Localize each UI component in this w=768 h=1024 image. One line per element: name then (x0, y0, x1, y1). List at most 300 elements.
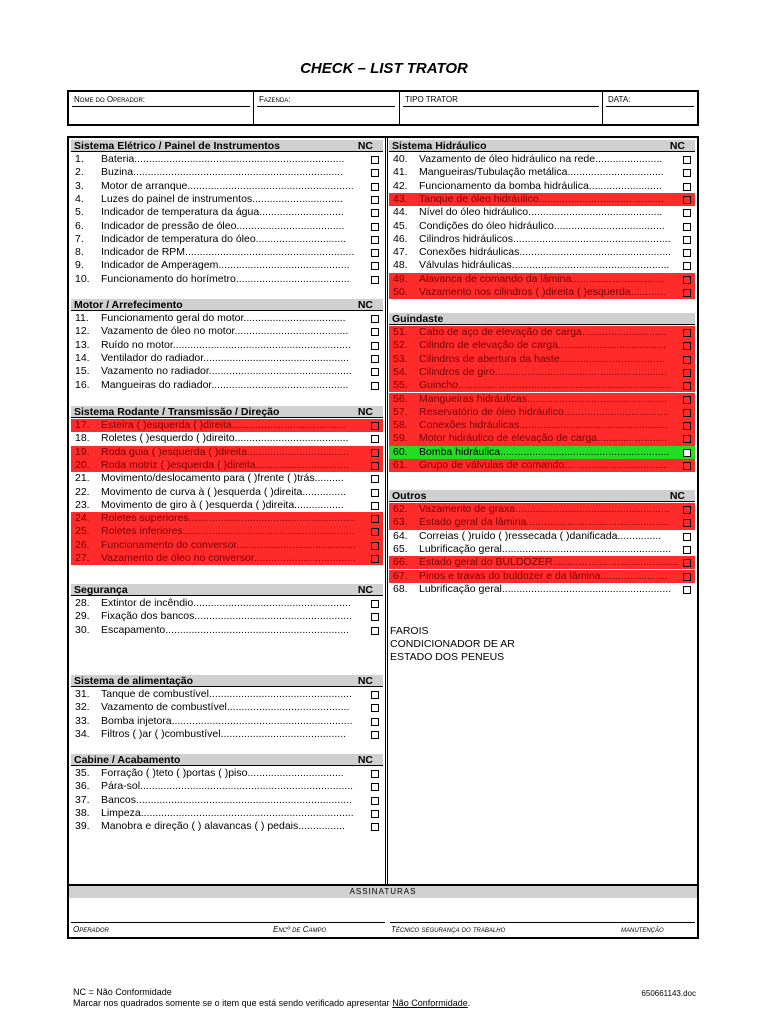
nc-checkbox[interactable] (371, 770, 379, 778)
nc-checkbox[interactable] (371, 810, 379, 818)
item-label: Mangueiras hidráulicas................................................ (419, 392, 668, 405)
item-label: Vazamento de combustível.......................................... (101, 701, 350, 714)
nc-checkbox[interactable] (683, 382, 691, 390)
section-header (389, 313, 695, 325)
checklist-item (389, 406, 695, 419)
item-label: Estado geral do BULDOZER........................................... (419, 556, 679, 569)
nc-checkbox[interactable] (683, 559, 691, 567)
item-number: 62. (393, 503, 408, 515)
item-label: Lubrificação geral.......................................................... (419, 582, 672, 595)
nc-checkbox[interactable] (683, 462, 691, 470)
section-title: Sistema de alimentação (74, 675, 194, 687)
item-number: 61. (393, 459, 408, 471)
item-label: Pára-sol......................................................................... (101, 780, 354, 793)
nc-column-label: NC (357, 675, 373, 687)
item-number: 38. (75, 806, 90, 819)
item-number: 35. (75, 767, 90, 779)
nc-checkbox[interactable] (683, 546, 691, 554)
checklist-item (71, 624, 383, 637)
item-label: Tanque de óleo hidráulico........................................... (419, 192, 665, 205)
item-label: Válvulas hidráulicas...................................................... (419, 259, 670, 272)
item-label: Conexões hidráulicas................................................... (419, 419, 669, 432)
item-number: 49. (393, 272, 408, 285)
item-number: 3. (75, 179, 84, 192)
checklist-item (71, 220, 383, 233)
item-number: 6. (75, 219, 84, 232)
checklist-item (71, 472, 383, 485)
checklist-item (71, 259, 383, 272)
checklist-item (389, 419, 695, 432)
nc-checkbox[interactable] (371, 315, 379, 323)
checklist-item (389, 556, 695, 569)
item-label: Nível do óleo hidráulico.............................................. (419, 206, 663, 219)
item-number: 14. (75, 351, 90, 364)
nc-checkbox[interactable] (371, 718, 379, 726)
item-number: 22. (75, 485, 90, 498)
nc-checkbox[interactable] (371, 489, 379, 497)
checklist-item (71, 525, 383, 538)
field-manager-signature-label: Encº de Campo (273, 925, 327, 934)
nc-checkbox[interactable] (371, 435, 379, 443)
section-header (71, 754, 383, 766)
item-label: Correias ( )ruído ( )ressecada ( )danificada............... (419, 529, 662, 542)
item-number: 9. (75, 259, 84, 272)
checklist-item (389, 339, 695, 352)
item-number: 5. (75, 206, 84, 219)
nc-checkbox[interactable] (371, 169, 379, 177)
item-number: 60. (393, 445, 408, 458)
item-number: 24. (75, 512, 90, 525)
nc-checkbox[interactable] (371, 223, 379, 231)
checklist-item (389, 459, 695, 472)
item-number: 42. (393, 179, 408, 192)
nc-checkbox[interactable] (371, 613, 379, 621)
checklist-item (389, 543, 695, 556)
checklist-item (71, 166, 383, 179)
nc-checkbox[interactable] (683, 223, 691, 231)
checklist-item (389, 503, 695, 516)
item-number: 43. (393, 192, 408, 205)
nc-checkbox[interactable] (683, 409, 691, 417)
checklist-item (389, 583, 695, 596)
checklist-item (71, 325, 383, 338)
item-number: 13. (75, 338, 90, 351)
checklist-item (71, 728, 383, 741)
extra-item: FAROIS (390, 625, 429, 637)
checklist-item (71, 365, 383, 378)
item-label: Conexões hidráulicas.................................................... (419, 246, 672, 259)
nc-checkbox[interactable] (371, 502, 379, 510)
nc-checkbox[interactable] (683, 183, 691, 191)
nc-checkbox[interactable] (683, 276, 691, 284)
item-label: Roda guia ( )esquerda ( )direita................................... (101, 445, 350, 458)
item-number: 46. (393, 232, 408, 245)
checklist-item (71, 459, 383, 472)
checklist-item (389, 166, 695, 179)
item-number: 36. (75, 780, 90, 793)
checklist-item (389, 220, 695, 233)
item-label: Vazamento de óleo hidráulico na rede....................... (419, 153, 663, 165)
nc-checkbox[interactable] (683, 506, 691, 514)
item-number: 56. (393, 392, 408, 405)
item-number: 33. (75, 714, 90, 727)
item-number: 29. (75, 610, 90, 623)
checklist-item (389, 570, 695, 583)
checklist-item (71, 807, 383, 820)
section-title: Guindaste (392, 313, 444, 325)
item-number: 39. (75, 820, 90, 833)
item-number: 16. (75, 378, 90, 391)
checklist-item (389, 153, 695, 166)
item-label: Estado geral da lâmina................................................. (419, 516, 670, 529)
item-label: Roletes superiores......................................................... (101, 512, 355, 525)
nc-checkbox[interactable] (683, 449, 691, 457)
checklist-item (71, 432, 383, 445)
item-label: Motor hidráulico de elevação de carga........................ (419, 432, 668, 445)
checklist-item (71, 499, 383, 512)
checklist-item (71, 233, 383, 246)
item-number: 54. (393, 365, 408, 378)
nc-checkbox[interactable] (371, 542, 379, 550)
nc-column-label: NC (669, 490, 685, 502)
checklist-item (71, 206, 383, 219)
item-label: Bateria........................................................................ (101, 153, 345, 165)
item-label: Vazamento de óleo no conversor................................... (101, 552, 356, 564)
item-label: Bomba injetora.............................................................. (101, 714, 353, 727)
checklist-item (389, 432, 695, 445)
item-number: 52. (393, 339, 408, 352)
nc-checkbox[interactable] (683, 533, 691, 541)
checklist-item (71, 193, 383, 206)
nc-checkbox[interactable] (371, 797, 379, 805)
item-label: Roletes ( )esquerdo ( )direito....................................... (101, 432, 349, 445)
checklist-item (389, 393, 695, 406)
item-label: Funcionamento do conversor......................................... (101, 538, 357, 551)
item-number: 23. (75, 498, 90, 511)
item-label: Cilindro de elevação de carga..................................... (419, 339, 666, 352)
nc-checkbox[interactable] (371, 704, 379, 712)
item-label: Movimento de curva à ( )esquerda ( )direita............... (101, 485, 347, 498)
item-number: 66. (393, 556, 408, 569)
section-title: Sistema Elétrico / Painel de Instrumentos (74, 140, 280, 152)
footer-notes (73, 987, 470, 1009)
item-label: Cilindros de giro........................................................... (419, 365, 667, 378)
item-number: 41. (393, 166, 408, 179)
nc-checkbox[interactable] (371, 449, 379, 457)
nc-checkbox[interactable] (371, 783, 379, 791)
checklist-item (71, 552, 383, 565)
nc-checkbox[interactable] (683, 169, 691, 177)
section-title: Outros (392, 490, 427, 502)
item-number: 65. (393, 542, 408, 555)
item-label: Cilindros de abertura da haste.................................... (419, 352, 665, 365)
item-number: 37. (75, 793, 90, 806)
checklist-item (71, 794, 383, 807)
nc-checkbox[interactable] (683, 236, 691, 244)
item-number: 7. (75, 232, 84, 245)
nc-checkbox[interactable] (371, 156, 379, 164)
section-title: Segurança (74, 584, 128, 596)
item-number: 63. (393, 516, 408, 529)
checklist-item (71, 780, 383, 793)
nc-checkbox[interactable] (371, 328, 379, 336)
date-label: DATA: (606, 95, 694, 107)
section-header (389, 140, 695, 152)
nc-column-label: NC (357, 754, 373, 766)
item-number: 55. (393, 379, 408, 392)
item-number: 12. (75, 325, 90, 338)
item-number: 17. (75, 419, 90, 431)
nc-checkbox[interactable] (683, 519, 691, 527)
nc-checkbox[interactable] (371, 691, 379, 699)
extra-item: CONDICIONADOR DE AR (390, 638, 515, 650)
item-label: Indicador de temperatura do óleo............................... (101, 232, 347, 245)
item-number: 67. (393, 569, 408, 582)
farm-label: Fazenda: (257, 95, 395, 107)
nc-checkbox[interactable] (683, 196, 691, 204)
checklist-item (71, 610, 383, 623)
item-label: Movimento de giro à ( )esquerda ( )direita................. (101, 498, 344, 511)
nc-checkbox[interactable] (371, 183, 379, 191)
item-label: Funcionamento geral do motor................................... (101, 312, 346, 324)
nc-checkbox[interactable] (371, 236, 379, 244)
item-label: Esteira ( )esquerda ( )direita....................................... (101, 419, 346, 431)
nc-checkbox[interactable] (683, 396, 691, 404)
item-number: 10. (75, 272, 90, 285)
checklist-item (71, 767, 383, 780)
checklist-item (389, 233, 695, 246)
nc-legend: NC = Não Conformidade (73, 987, 172, 997)
item-label: Filtros ( )ar ( )combustível........................................... (101, 727, 347, 740)
item-number: 25. (75, 525, 90, 538)
nc-checkbox[interactable] (683, 369, 691, 377)
item-label: Funcionamento do horímetro....................................... (101, 272, 350, 285)
operator-signature-label: Operador (73, 925, 109, 934)
checklist-item (389, 206, 695, 219)
maintenance-signature-label: manutenção (621, 925, 664, 934)
nc-checkbox[interactable] (371, 600, 379, 608)
nc-checkbox[interactable] (683, 156, 691, 164)
nc-column-label: NC (357, 584, 373, 596)
nc-checkbox[interactable] (683, 209, 691, 217)
nc-checkbox[interactable] (371, 528, 379, 536)
item-number: 48. (393, 259, 408, 272)
nc-checkbox[interactable] (371, 382, 379, 390)
item-number: 27. (75, 552, 90, 564)
checklist-item (389, 353, 695, 366)
item-label: Luzes do painel de instrumentos............................... (101, 192, 343, 205)
section-header (71, 675, 383, 687)
item-number: 1. (75, 153, 84, 165)
checklist-item (71, 312, 383, 325)
section-title: Motor / Arrefecimento (74, 299, 183, 311)
section-header (71, 140, 383, 152)
nc-checkbox[interactable] (371, 262, 379, 270)
item-number: 44. (393, 206, 408, 219)
item-label: Bomba hidráulica.......................................................... (419, 445, 670, 458)
checklist-item (71, 379, 383, 392)
operator-name-label: Nome do Operador: (72, 95, 250, 107)
nc-checkbox[interactable] (371, 355, 379, 363)
item-number: 26. (75, 538, 90, 551)
item-label: Movimento/deslocamento para ( )frente ( )trás.......... (101, 472, 344, 485)
item-label: Buzina........................................................................ (101, 166, 344, 179)
item-label: Tanque de combustível................................................. (101, 688, 352, 700)
item-number: 40. (393, 153, 408, 165)
section-header (71, 406, 383, 418)
item-number: 19. (75, 445, 90, 458)
nc-checkbox[interactable] (371, 515, 379, 523)
item-label: Funcionamento da bomba hidráulica......................... (419, 179, 662, 192)
nc-checkbox[interactable] (683, 573, 691, 581)
section-title: Sistema Hidráulico (392, 140, 487, 152)
checklist-item (389, 259, 695, 272)
item-number: 47. (393, 246, 408, 259)
nc-checkbox[interactable] (371, 823, 379, 831)
item-number: 64. (393, 529, 408, 542)
section-title: Cabine / Acabamento (74, 754, 181, 766)
item-label: Indicador de temperatura da água............................. (101, 206, 344, 219)
nc-checkbox[interactable] (371, 249, 379, 257)
section-title: Sistema Rodante / Transmissão / Direção (74, 406, 280, 418)
item-number: 58. (393, 419, 408, 432)
item-number: 15. (75, 365, 90, 378)
checklist-item (71, 539, 383, 552)
item-number: 53. (393, 352, 408, 365)
checklist-item (71, 715, 383, 728)
item-label: Vazamento de óleo no motor....................................... (101, 325, 349, 338)
checklist-item (71, 246, 383, 259)
item-label: Ventilador do radiador.................................................. (101, 351, 350, 364)
item-label: Fixação dos bancos...................................................... (101, 610, 352, 623)
nc-checkbox[interactable] (683, 289, 691, 297)
item-label: Pinos e travas do buldozer e da lâmina....................... (419, 569, 668, 582)
checklist-item (389, 246, 695, 259)
checklist-item (389, 273, 695, 286)
page-title: CHECK – LIST TRATOR (300, 60, 468, 77)
tractor-type-label: TIPO TRATOR (403, 95, 599, 107)
item-number: 57. (393, 405, 408, 418)
checklist-item (389, 379, 695, 392)
item-number: 45. (393, 219, 408, 232)
checklist-item (71, 701, 383, 714)
nc-checkbox[interactable] (683, 249, 691, 257)
nc-checkbox[interactable] (371, 368, 379, 376)
signatures-title: ASSINATURAS (69, 886, 697, 898)
item-label: Cilindros hidráulicos...................................................... (419, 232, 671, 245)
item-number: 18. (75, 432, 90, 445)
nc-checkbox[interactable] (683, 435, 691, 443)
item-number: 8. (75, 246, 84, 259)
header-table (67, 90, 699, 126)
checklist-item (71, 419, 383, 432)
item-label: Vazamento no radiador................................................. (101, 365, 352, 378)
checklist-item (71, 688, 383, 701)
item-label: Roletes inferiores........................................................... (101, 525, 355, 538)
checklist-table (67, 136, 699, 886)
nc-checkbox[interactable] (371, 462, 379, 470)
item-label: Limpeza......................................................................... (101, 806, 354, 819)
nc-checkbox[interactable] (371, 627, 379, 635)
checklist-item (389, 366, 695, 379)
nc-checkbox[interactable] (683, 356, 691, 364)
item-label: Indicador de pressão de óleo..................................... (101, 219, 345, 232)
item-label: Mangueiras do radiador............................................... (101, 378, 349, 391)
nc-checkbox[interactable] (683, 586, 691, 594)
item-label: Indicador de Amperagem............................................. (101, 259, 350, 272)
item-number: 50. (393, 286, 408, 298)
nc-column-label: NC (357, 140, 373, 152)
nc-checkbox[interactable] (683, 329, 691, 337)
item-label: Vazamento nos cilindros ( )direita ( )esquerda............ (419, 286, 666, 298)
item-label: Guincho......................................................................... (419, 379, 672, 392)
nc-column-label: NC (357, 299, 373, 311)
nc-checkbox[interactable] (371, 209, 379, 217)
nc-checkbox[interactable] (371, 342, 379, 350)
checklist-item (389, 193, 695, 206)
item-label: Ruído no motor............................................................. (101, 338, 351, 351)
checklist-item (389, 180, 695, 193)
item-label: Motor de arranque......................................................... (101, 179, 354, 192)
item-label: Roda motriz ( )esquerda ( )direita................................ (101, 458, 349, 471)
item-number: 31. (75, 688, 90, 700)
nc-checkbox[interactable] (371, 555, 379, 563)
item-label: Grupo de válvulas de comando................................... (419, 459, 667, 471)
nc-checkbox[interactable] (371, 475, 379, 483)
item-number: 4. (75, 192, 84, 205)
item-number: 21. (75, 472, 90, 485)
extra-item: ESTADO DOS PENEUS (390, 651, 505, 663)
item-label: Extintor de incêndio...................................................... (101, 597, 351, 609)
checklist-item (389, 530, 695, 543)
nc-checkbox[interactable] (371, 731, 379, 739)
item-number: 28. (75, 597, 90, 609)
safety-technician-signature-label: Técnico segurança do trabalho (391, 925, 506, 934)
item-label: Reservatório de óleo hidráulico.................................... (419, 405, 669, 418)
item-number: 2. (75, 166, 84, 179)
checklist-item (71, 486, 383, 499)
nc-checkbox[interactable] (371, 276, 379, 284)
item-label: Condições do óleo hidráulico...................................... (419, 219, 665, 232)
signatures-section (67, 884, 699, 939)
nc-checkbox[interactable] (683, 262, 691, 270)
checklist-item (71, 820, 383, 833)
item-label: Alavanca de comando da lâmina................................ (419, 272, 665, 285)
item-label: Bancos.......................................................................... (101, 793, 352, 806)
item-number: 59. (393, 432, 408, 445)
nc-checkbox[interactable] (683, 422, 691, 430)
checklist-item (389, 286, 695, 299)
section-header (71, 584, 383, 596)
checklist-item (71, 352, 383, 365)
item-number: 32. (75, 701, 90, 714)
nc-checkbox[interactable] (683, 342, 691, 350)
document-id: 650661143.doc (641, 989, 696, 998)
item-label: Escapamento............................................................... (101, 623, 349, 636)
item-number: 51. (393, 326, 408, 338)
item-label: Mangueiras/Tubulação metálica................................. (419, 166, 664, 179)
checklist-item (389, 446, 695, 459)
item-number: 68. (393, 582, 408, 595)
checklist-item (71, 153, 383, 166)
item-number: 11. (75, 312, 89, 324)
item-number: 20. (75, 458, 90, 471)
instruction-note: Marcar nos quadrados somente se o item que está sendo verificado apresentar Não Conformidade. (73, 998, 471, 1008)
nc-checkbox[interactable] (371, 422, 379, 430)
section-header (389, 490, 695, 502)
item-label: Lubrificação geral.......................................................... (419, 542, 672, 555)
nc-checkbox[interactable] (371, 196, 379, 204)
